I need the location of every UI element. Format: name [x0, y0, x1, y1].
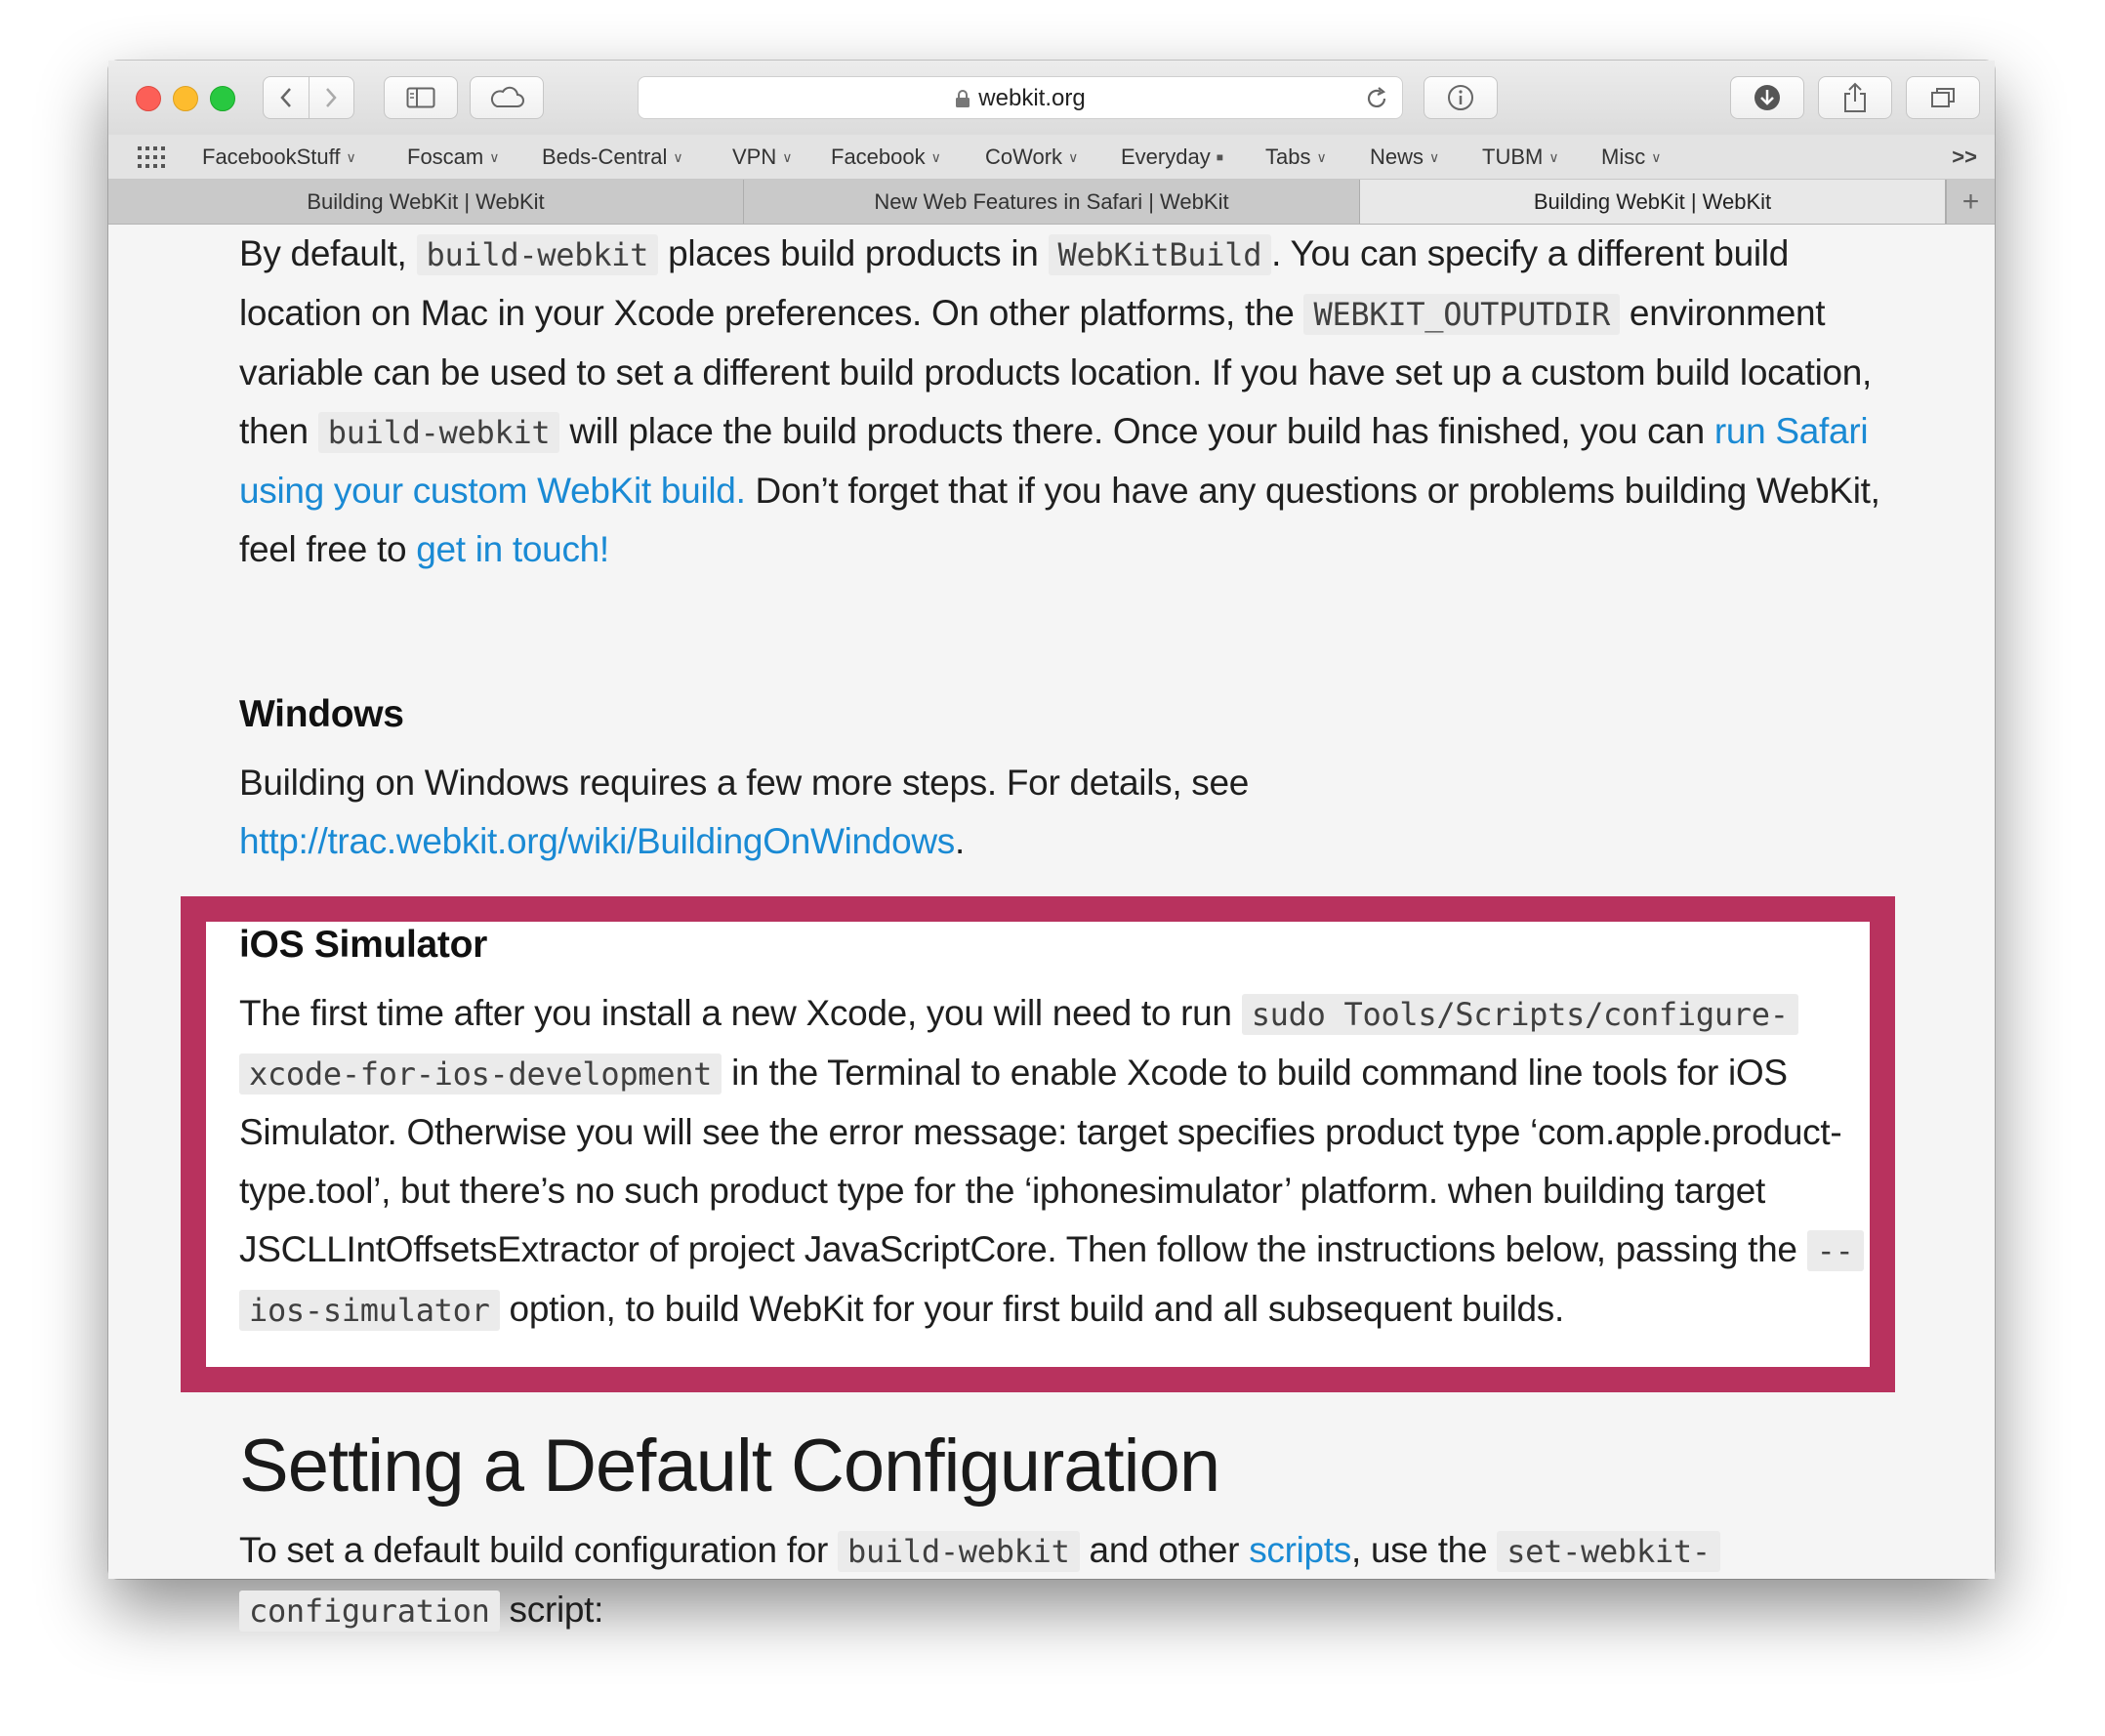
- build-location-paragraph-block: [239, 225, 1919, 579]
- share-icon: [1842, 82, 1868, 113]
- url-text: webkit.org: [978, 85, 1086, 111]
- windows-paragraph: Building on Windows requires a few more steps. For details, see http://trac.webkit.org/wiki/BuildingOnWindows.: [239, 763, 1250, 861]
- share-button[interactable]: [1818, 76, 1892, 119]
- bookmark-folder[interactable]: Beds-Central ∨: [542, 145, 683, 169]
- ios-simulator-heading: iOS Simulator: [239, 924, 487, 966]
- forward-button[interactable]: [310, 76, 355, 119]
- browser-window: [108, 61, 1995, 1630]
- build-location-paragraph: By default, build-webkit places build products in WebKitBuild . You can specify a different build location on Mac in your Xcode preferences. On other platforms, the WEBKIT_OUTPUTDIR environment variable can be used to set a different build products location. If you have set up a custom build location, then build-webkit will place the build products there. Once your build has finished, you can run Safari using your custom WebKit build. Don’t forget that if you have any questions or problems building WebKit, feel free to get in touch!: [239, 233, 1880, 569]
- bookmark-folder[interactable]: CoWork ∨: [985, 145, 1079, 169]
- config-paragraph: To set a default build configuration for build-webkit and other scripts, use the set-webkit- configuration script:: [239, 1521, 1919, 1640]
- inline-code: configuration: [239, 1591, 500, 1632]
- inline-code: WebKitBuild: [1049, 234, 1272, 275]
- download-icon: [1754, 84, 1781, 111]
- chevron-down-icon: ∨: [1548, 148, 1559, 165]
- ios-text-block: [239, 984, 1919, 1340]
- tab-overview-icon: [1929, 86, 1957, 109]
- get-in-touch-link[interactable]: get in touch!: [416, 529, 609, 569]
- browser-toolbar: [108, 61, 1995, 135]
- tab-new-web-features[interactable]: New Web Features in Safari | WebKit: [744, 180, 1360, 224]
- back-forward-buttons: [263, 76, 354, 119]
- bookmarks-bar: [108, 135, 1995, 180]
- chevron-down-icon: ∨: [1068, 148, 1079, 165]
- sidebar-icon: [406, 87, 435, 108]
- square-icon: ■: [1216, 150, 1223, 164]
- fullscreen-window-button[interactable]: [210, 86, 235, 111]
- inline-code: ios-simulator: [239, 1290, 500, 1331]
- info-icon: [1447, 84, 1474, 111]
- inline-code: set-webkit-: [1497, 1531, 1720, 1572]
- lock-icon: [955, 89, 970, 108]
- scripts-link[interactable]: scripts: [1249, 1530, 1351, 1570]
- bookmark-folder[interactable]: TUBM ∨: [1482, 145, 1559, 169]
- cloud-icon: [488, 86, 525, 109]
- reader-info-button[interactable]: [1424, 76, 1498, 119]
- tab-overview-button[interactable]: [1906, 76, 1980, 119]
- address-bar[interactable]: [638, 76, 1403, 119]
- chevron-down-icon: ∨: [1651, 148, 1662, 165]
- ios-simulator-section: [239, 924, 1919, 967]
- bookmark-folder[interactable]: FacebookStuff ∨: [202, 145, 356, 169]
- back-button[interactable]: [263, 76, 310, 119]
- chevron-down-icon: ∨: [1316, 148, 1327, 165]
- bookmark-folder[interactable]: Misc ∨: [1601, 145, 1662, 169]
- inline-code: --: [1807, 1230, 1864, 1271]
- inline-code: build-webkit: [838, 1531, 1080, 1572]
- windows-text-block: [239, 754, 1919, 871]
- bookmark-folder[interactable]: Tabs ∨: [1265, 145, 1327, 169]
- inline-code: sudo Tools/Scripts/configure-: [1242, 994, 1798, 1035]
- icloud-tabs-button[interactable]: [470, 76, 544, 119]
- ios-simulator-paragraph: The first time after you install a new Xcode, you will need to run sudo Tools/Scripts/configure- xcode-for-ios-development in the Terminal to enable Xcode to build command line tools for iOS Simulator. Otherwise you will see the error message: target specifies product type ‘com.apple.product-type.tool’, but there’s no such product type for the ‘iphonesimulator’ platform. when building target JSCLLIntOffsetsExtractor of project JavaScriptCore. Then follow the instructions below, passing the -- ios-simulator option, to build WebKit for your first build and all subsequent builds.: [239, 984, 1919, 1340]
- inline-code: WEBKIT_OUTPUTDIR: [1303, 294, 1619, 335]
- inline-code: build-webkit: [417, 234, 659, 275]
- chevron-down-icon: ∨: [782, 148, 793, 165]
- sidebar-button[interactable]: [384, 76, 458, 119]
- chevron-down-icon: ∨: [1429, 148, 1440, 165]
- config-section: [239, 1423, 1919, 1510]
- tab-bar: [108, 180, 1995, 225]
- chevron-down-icon: ∨: [489, 148, 500, 165]
- run-safari-link[interactable]: run Safari using your custom WebKit build.: [239, 411, 1869, 511]
- bookmark-folder[interactable]: News ∨: [1370, 145, 1440, 169]
- close-window-button[interactable]: [136, 86, 161, 111]
- bookmark-folder[interactable]: Foscam ∨: [407, 145, 500, 169]
- more-bookmarks-button[interactable]: >>: [1952, 145, 1977, 169]
- inline-code: xcode-for-ios-development: [239, 1054, 722, 1095]
- building-on-windows-link[interactable]: http://trac.webkit.org/wiki/BuildingOnWindows: [239, 821, 955, 861]
- bookmark-folder[interactable]: VPN ∨: [732, 145, 793, 169]
- page-content: [108, 225, 1995, 1630]
- downloads-button[interactable]: [1730, 76, 1804, 119]
- tab-building-webkit[interactable]: Building WebKit | WebKit: [108, 180, 744, 224]
- minimize-window-button[interactable]: [173, 86, 198, 111]
- chevron-left-icon: [279, 87, 293, 108]
- new-tab-button[interactable]: +: [1946, 180, 1995, 224]
- chevron-right-icon: [324, 87, 338, 108]
- tab-building-webkit-active[interactable]: Building WebKit | WebKit: [1360, 180, 1946, 224]
- inline-code: build-webkit: [318, 412, 560, 453]
- config-text-block: [239, 1521, 1919, 1640]
- chevron-down-icon: ∨: [930, 148, 941, 165]
- windows-heading: Windows: [239, 693, 404, 735]
- grid-icon[interactable]: [138, 146, 167, 168]
- bookmark-folder[interactable]: Facebook ∨: [831, 145, 941, 169]
- bookmark-item[interactable]: Everyday ■: [1121, 145, 1223, 169]
- chevron-down-icon: ∨: [673, 148, 683, 165]
- windows-section: [239, 693, 1919, 736]
- config-heading: Setting a Default Configuration: [239, 1425, 1220, 1508]
- chevron-down-icon: ∨: [346, 148, 356, 165]
- reload-icon[interactable]: [1363, 85, 1390, 112]
